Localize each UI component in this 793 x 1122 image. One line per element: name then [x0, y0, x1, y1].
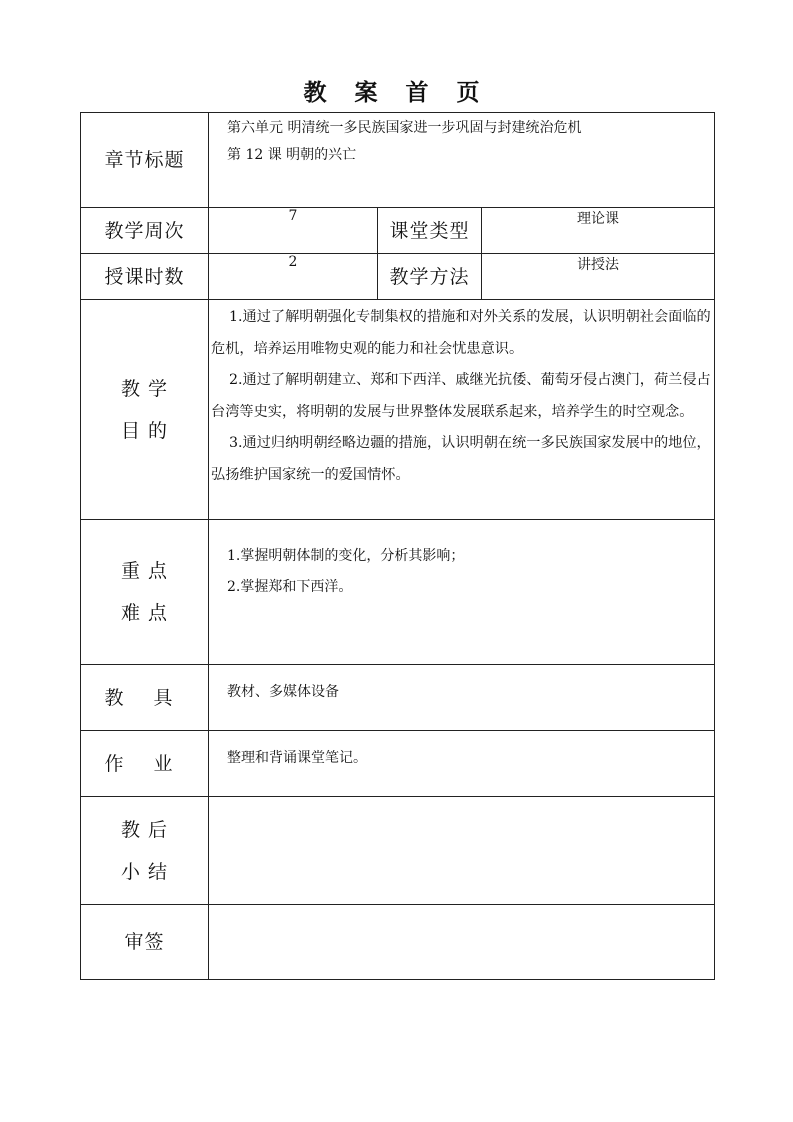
week-value: 7 — [209, 208, 378, 254]
goal-item-1: 1.通过了解明朝强化专制集权的措施和对外关系的发展，认识明朝社会面临的危机，培养运用唯物史观的能力和社会忧患意识。 — [211, 309, 711, 357]
homework-cell — [209, 731, 715, 797]
method-value: 讲授法 — [482, 254, 715, 300]
lesson-plan-table — [80, 112, 715, 980]
key-points-label — [81, 520, 209, 665]
goal-item-3: 3.通过归纳明朝经略边疆的措施，认识明朝在统一多民族国家发展中的地位，弘扬维护国家统一的爱国情怀。 — [211, 435, 711, 483]
review-row — [81, 905, 715, 980]
goals-label-line2: 目 的 — [120, 419, 169, 442]
tools-label: 教 具 — [81, 665, 209, 731]
hours-row — [81, 254, 715, 300]
summary-row — [81, 797, 715, 905]
week-row — [81, 208, 715, 254]
week-label: 教学周次 — [81, 208, 209, 254]
goals-label-line1: 教 学 — [120, 377, 169, 400]
homework-row — [81, 731, 715, 797]
class-type-value: 理论课 — [482, 208, 715, 254]
summary-label — [81, 797, 209, 905]
review-cell — [209, 905, 715, 980]
summary-cell — [209, 797, 715, 905]
key-points-label-line1: 重 点 — [120, 560, 169, 582]
summary-label-line2: 小 结 — [120, 860, 169, 883]
hours-value: 2 — [209, 254, 378, 300]
hours-label: 授课时数 — [81, 254, 209, 300]
page-title: 教 案 首 页 — [303, 80, 490, 106]
chapter-unit: 第六单元 明清统一多民族国家进一步巩固与封建统治危机 — [227, 120, 582, 136]
review-label: 审签 — [81, 905, 209, 980]
key-points-row — [81, 520, 715, 665]
chapter-cell — [209, 113, 715, 208]
goals-row — [81, 300, 715, 520]
key-points-cell — [209, 520, 715, 665]
key-points-label-line2: 难 点 — [120, 602, 169, 624]
goals-cell — [209, 300, 715, 520]
homework-value: 整理和背诵课堂笔记。 — [227, 750, 367, 766]
method-label: 教学方法 — [378, 254, 482, 300]
tools-row — [81, 665, 715, 731]
chapter-label: 章节标题 — [81, 113, 209, 208]
homework-label: 作 业 — [81, 731, 209, 797]
tools-cell — [209, 665, 715, 731]
goal-item-2: 2.通过了解明朝建立、郑和下西洋、戚继光抗倭、葡萄牙侵占澳门，荷兰侵占台湾等史实，将明朝的发展与世界整体发展联系起来，培养学生的时空观念。 — [211, 372, 711, 420]
summary-label-line1: 教 后 — [120, 818, 169, 841]
tools-value: 教材、多媒体设备 — [227, 684, 339, 700]
class-type-label: 课堂类型 — [378, 208, 482, 254]
chapter-row — [81, 113, 715, 208]
goals-label — [81, 300, 209, 520]
key-point-item-2: 2.掌握郑和下西洋。 — [227, 579, 353, 595]
key-point-item-1: 1.掌握明朝体制的变化，分析其影响； — [227, 548, 465, 564]
chapter-lesson: 第 12 课 明朝的兴亡 — [227, 147, 357, 163]
